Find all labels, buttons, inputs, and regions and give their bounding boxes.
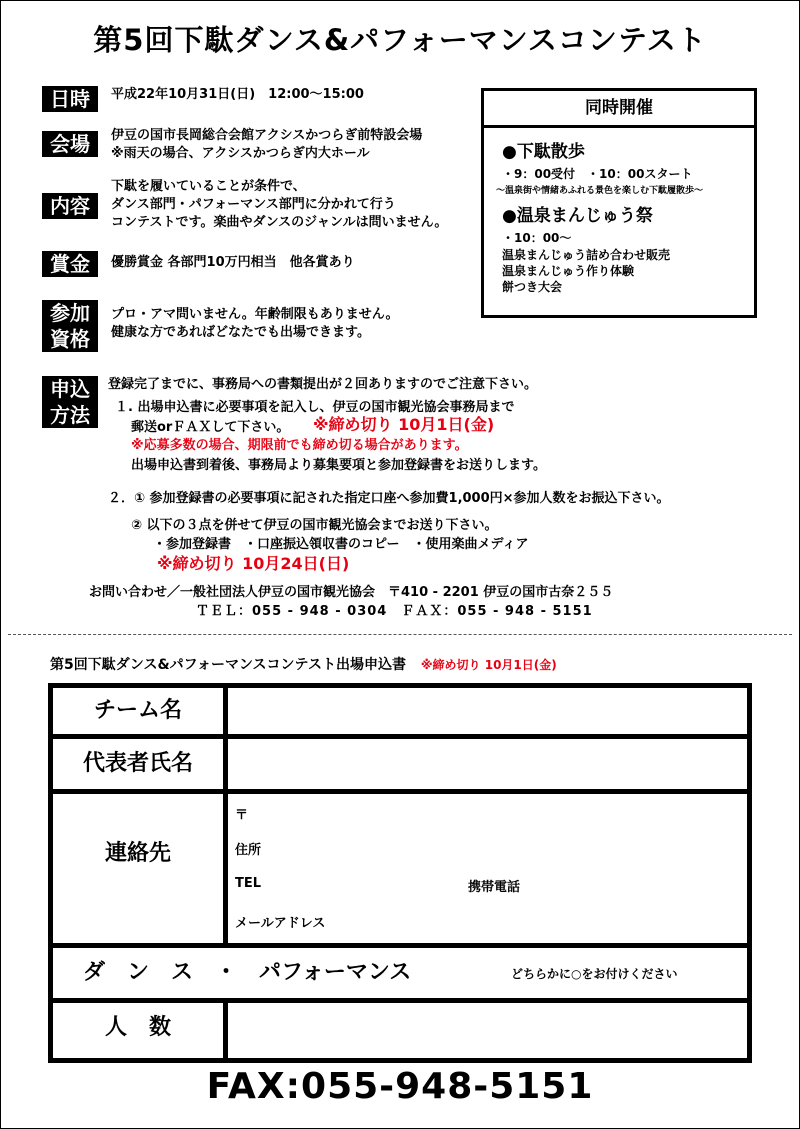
tel-field[interactable]: TEL bbox=[235, 876, 262, 891]
event2-item2: 温泉まんじゅう作り体験 bbox=[502, 264, 635, 278]
event2-time: ・10：00～ bbox=[502, 231, 572, 245]
apply-step2-line2: ② 以下の３点を併せて伊豆の国市観光協会までお送り下さい。 bbox=[131, 518, 498, 533]
people-label: 人 数 bbox=[53, 1003, 228, 1058]
rep-field[interactable] bbox=[228, 739, 747, 789]
team-label: チーム名 bbox=[53, 688, 228, 734]
event1-desc: ～温泉街や情緒あふれる景色を楽しむ下駄履散歩～ bbox=[496, 186, 704, 196]
eligibility-label-line2: 資格 bbox=[50, 327, 90, 351]
mobile-field[interactable]: 携帯電話 bbox=[468, 880, 521, 895]
event1-title: ●下駄散歩 bbox=[502, 142, 585, 162]
apply-label-line1: 申込 bbox=[50, 377, 90, 401]
address-field[interactable]: 住所 bbox=[235, 843, 262, 858]
form-title-text: 第5回下駄ダンス&パフォーマンスコンテスト出場申込書 bbox=[50, 657, 406, 673]
date-text: 平成22年10月31日(日) 12:00～15:00 bbox=[111, 87, 364, 102]
apply-label-line2: 方法 bbox=[50, 403, 90, 427]
apply-step1-line1: １. 出場申込書に必要事項を記入し、伊豆の国市観光協会事務局まで bbox=[115, 400, 515, 415]
apply-step1-deadline: ※締め切り 10月1日(金) bbox=[313, 415, 495, 434]
concurrent-events-header: 同時開催 bbox=[484, 91, 754, 128]
apply-label bbox=[42, 376, 98, 428]
eligibility-label-line1: 参加 bbox=[50, 301, 90, 325]
apply-step2-items: ・参加登録書 ・口座振込領収書のコピー ・使用楽曲メディア bbox=[153, 537, 529, 552]
content-label: 内容 bbox=[42, 193, 98, 219]
date-label: 日時 bbox=[42, 86, 98, 112]
cut-line bbox=[8, 634, 792, 635]
event2-item3: 餅つき大会 bbox=[502, 280, 563, 294]
content-line3: コンテストです。楽曲やダンスのジャンルは問いません。 bbox=[111, 215, 448, 230]
category-options[interactable]: ダ ン ス ・ パフォーマンス bbox=[83, 960, 412, 985]
event2-title: ●温泉まんじゅう祭 bbox=[502, 206, 653, 226]
email-field[interactable]: メールアドレス bbox=[235, 916, 326, 931]
venue-line1: 伊豆の国市長岡総合会館アクシスかつらぎ前特設会場 bbox=[111, 128, 423, 143]
event1-time: ・9：00受付 ・10：00スタート bbox=[502, 167, 693, 181]
page-title: 第5回下駄ダンス&パフォーマンスコンテスト bbox=[93, 23, 707, 57]
prize-label: 賞金 bbox=[42, 251, 98, 277]
category-note: どちらかに○をお付けください bbox=[511, 967, 678, 981]
form-deadline: ※締め切り 10月1日(金) bbox=[420, 658, 557, 672]
prize-text: 優勝賞金 各部門10万円相当 他各賞あり bbox=[111, 255, 355, 270]
content-line1: 下駄を履いていることが条件で、 bbox=[111, 179, 306, 194]
apply-step2-line1: ２．① 参加登録書の必要事項に記された指定口座へ参加費1,000円×参加人数をお振込下さい。 bbox=[108, 491, 670, 506]
rep-label: 代表者氏名 bbox=[53, 739, 228, 789]
rep-row bbox=[53, 739, 747, 794]
venue-line2: ※雨天の場合、アクシスかつらぎ内大ホール bbox=[111, 146, 370, 161]
eligibility-line1: プロ・アマ問いません。年齢制限もありません。 bbox=[111, 307, 399, 322]
application-form bbox=[48, 683, 752, 1063]
postal-field[interactable]: 〒 bbox=[235, 808, 249, 823]
event2-item1: 温泉まんじゅう詰め合わせ販売 bbox=[502, 248, 671, 262]
team-field[interactable] bbox=[228, 688, 747, 734]
form-title bbox=[50, 654, 557, 674]
apply-step1-line3: 出場申込書到着後、事務局より募集要項と参加登録書をお送りします。 bbox=[131, 458, 546, 473]
people-row bbox=[53, 1003, 747, 1058]
content-line2: ダンス部門・パフォーマンス部門に分かれて行う bbox=[111, 197, 396, 212]
category-row bbox=[53, 948, 747, 1003]
venue-label: 会場 bbox=[42, 131, 98, 157]
apply-step1-note: ※応募多数の場合、期限前でも締め切る場合があります。 bbox=[131, 438, 468, 453]
eligibility-line2: 健康な方であればどなたでも出場できます。 bbox=[111, 325, 370, 340]
eligibility-label bbox=[42, 300, 98, 352]
contact-label: 連絡先 bbox=[53, 794, 228, 943]
fax-footer: FAX:055-948-5151 bbox=[206, 1066, 594, 1107]
contact-row bbox=[53, 794, 747, 948]
team-row bbox=[53, 688, 747, 739]
people-field[interactable] bbox=[228, 1003, 747, 1053]
apply-step1-line2: 郵送orＦＡＸして下さい。 bbox=[131, 420, 290, 435]
contact-line1: お問い合わせ／一般社団法人伊豆の国市観光協会 〒410 - 2201 伊豆の国市古奈２５５ bbox=[89, 585, 614, 600]
concurrent-events-box bbox=[481, 88, 757, 318]
apply-step2-deadline: ※締め切り 10月24日(日) bbox=[157, 554, 350, 573]
apply-intro: 登録完了までに、事務局への書類提出が２回ありますのでご注意下さい。 bbox=[108, 377, 538, 392]
contact-line2: ＴＥＬ：055 - 948 - 0304 ＦＡＸ：055 - 948 - 5151 bbox=[196, 604, 593, 619]
